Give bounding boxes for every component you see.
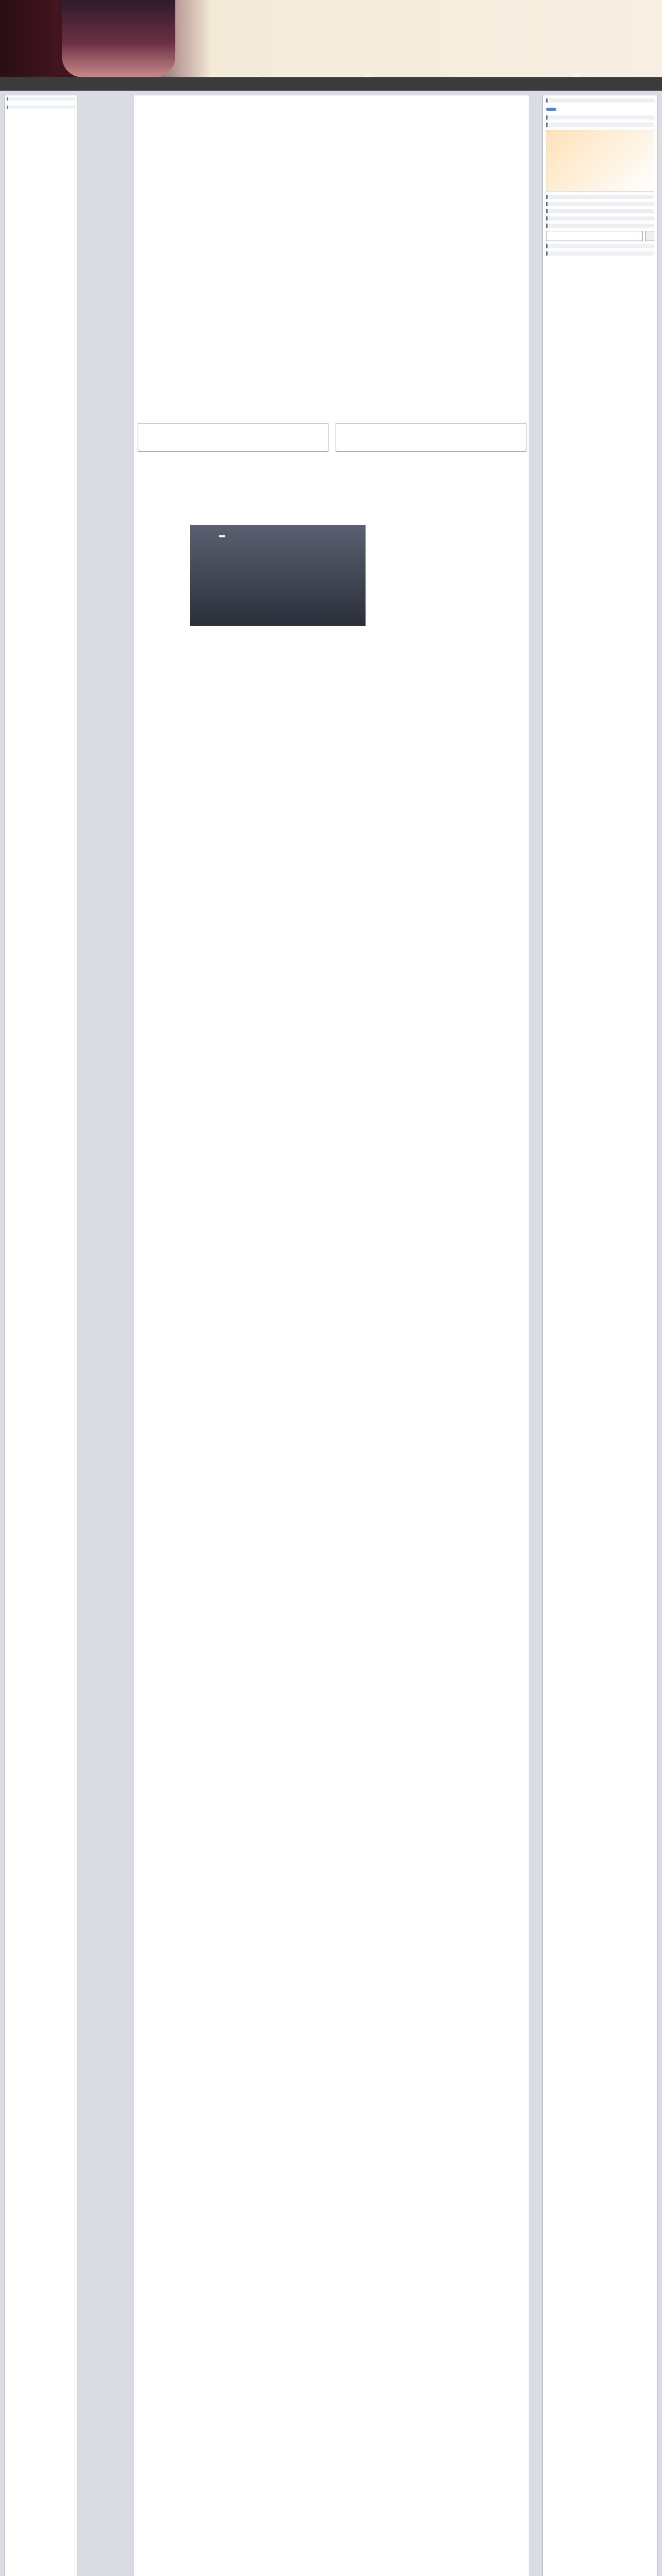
mutual-link-head <box>546 195 654 199</box>
follow-button[interactable] <box>546 108 556 111</box>
post-header <box>138 460 526 462</box>
right-sidebar <box>542 95 658 2576</box>
banner-character-image <box>62 0 175 77</box>
latest-head <box>546 244 654 248</box>
site-banner[interactable] <box>0 0 662 77</box>
main-content <box>133 95 530 2576</box>
amazon-ranking-title <box>7 97 75 100</box>
recent-articles-title <box>7 106 75 109</box>
news-image <box>190 525 366 626</box>
category-archive-head <box>546 202 654 206</box>
left-sidebar <box>4 95 77 2576</box>
access-head <box>546 98 654 103</box>
search-head <box>546 224 654 228</box>
blog-search-input[interactable] <box>546 231 643 241</box>
bottom-popular-head <box>546 251 654 256</box>
search-button[interactable] <box>645 231 654 241</box>
recommend-box[interactable] <box>336 423 526 452</box>
monthly-archive-head <box>546 216 654 221</box>
recommend-box[interactable] <box>138 423 328 452</box>
top-navigation <box>0 77 662 91</box>
popular-head <box>546 209 654 213</box>
news-image-caption <box>219 535 225 537</box>
amazon-ad-head <box>546 123 654 127</box>
about-head <box>546 115 654 120</box>
amazon-ad-banner[interactable] <box>546 130 654 192</box>
